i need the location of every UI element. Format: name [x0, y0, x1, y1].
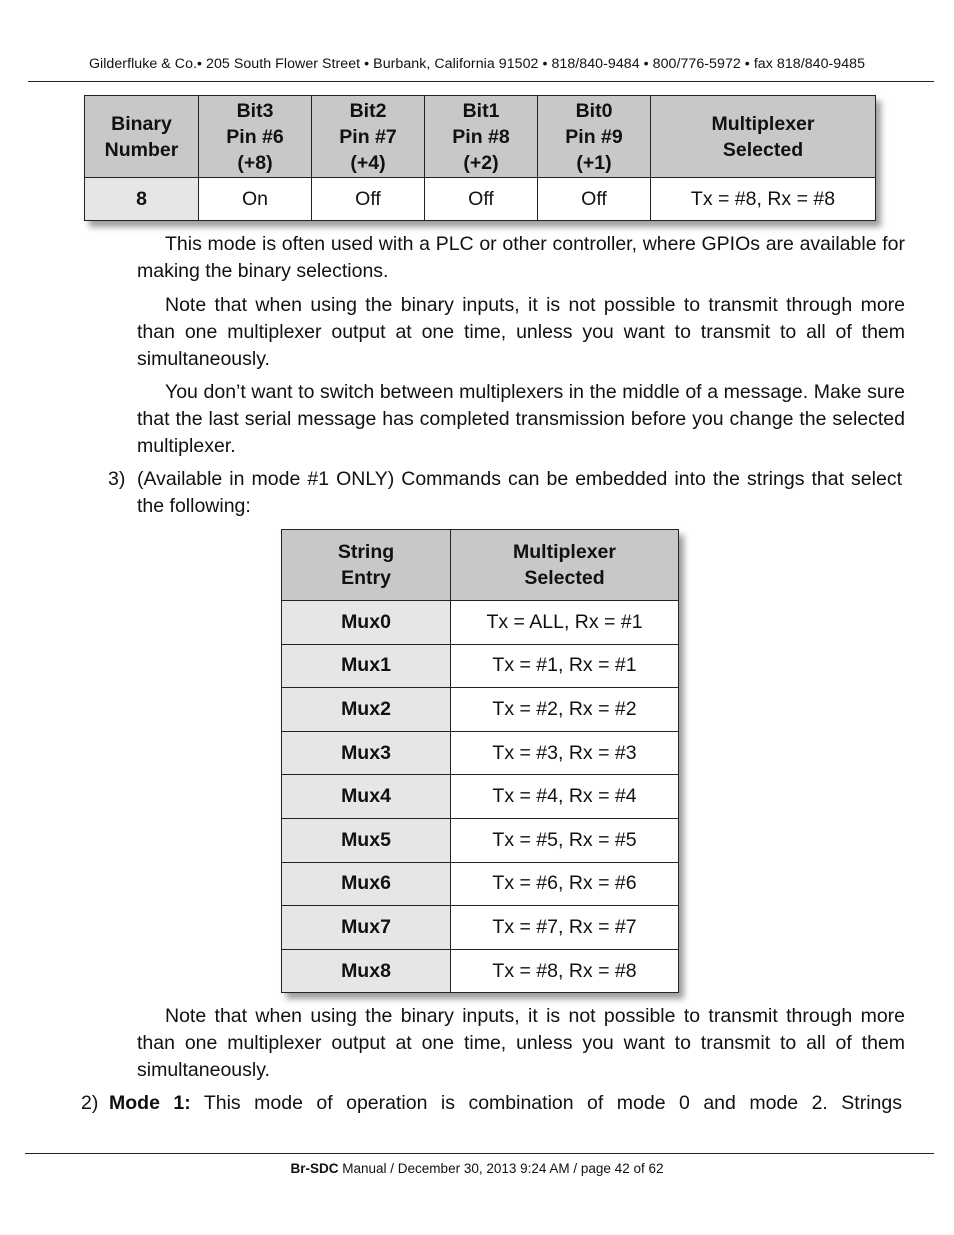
- string-entry-cell: Mux6: [282, 862, 451, 906]
- header-multiplexer-selected: Multiplexer Selected: [451, 530, 679, 601]
- table-header-row: [282, 530, 679, 601]
- string-entry-cell: Mux1: [282, 644, 451, 688]
- header-bit2: Bit2 Pin #7 (+4): [312, 96, 425, 178]
- header-bit3: Bit3 Pin #6 (+8): [199, 96, 312, 178]
- table-row: [282, 688, 679, 732]
- string-entry-table: [281, 529, 679, 993]
- list-item-2-text: [109, 1090, 902, 1117]
- table-row: [282, 949, 679, 993]
- bit3-cell: On: [199, 178, 312, 221]
- table-row: [282, 644, 679, 688]
- multiplexer-cell: Tx = #3, Rx = #3: [451, 731, 679, 775]
- paragraph-plc-mode: This mode is often used with a PLC or other controller, where GPIOs are available for making the binary selections.: [137, 233, 905, 282]
- paragraph-binary-note-2: Note that when using the binary inputs, it is not possible to transmit through more than one multiplexer output at one time, unless you want to transmit to all of them simultaneously.: [137, 1005, 905, 1081]
- bit2-cell: Off: [312, 178, 425, 221]
- string-entry-cell: Mux5: [282, 818, 451, 862]
- multiplexer-cell: Tx = #2, Rx = #2: [451, 688, 679, 732]
- table-row: [282, 775, 679, 819]
- multiplexer-cell: Tx = #7, Rx = #7: [451, 906, 679, 950]
- header-bit1: Bit1 Pin #8 (+2): [425, 96, 538, 178]
- binary-selection-table: [84, 95, 876, 221]
- paragraph-switch-warning: You don’t want to switch between multiplexers in the middle of a message. Make sure that the last serial message has completed transmission before you change the selected multiplexer.: [137, 381, 905, 457]
- table-row: [85, 178, 876, 221]
- string-entry-cell: Mux2: [282, 688, 451, 732]
- footer-rule: [25, 1153, 934, 1154]
- paragraph-binary-note: Note that when using the binary inputs, it is not possible to transmit through more than one multiplexer output at one time, unless you want to transmit to all of them simultaneously.: [137, 294, 905, 370]
- string-entry-cell: Mux8: [282, 949, 451, 993]
- header-multiplexer-selected: Multiplexer Selected: [651, 96, 876, 178]
- multiplexer-cell: Tx = ALL, Rx = #1: [451, 601, 679, 645]
- header-bit0: Bit0 Pin #9 (+1): [538, 96, 651, 178]
- string-entry-cell: Mux0: [282, 601, 451, 645]
- page-footer: [0, 1161, 954, 1176]
- table-row: [282, 862, 679, 906]
- bit1-cell: Off: [425, 178, 538, 221]
- list-number-2: 2): [81, 1092, 99, 1114]
- table-row: [282, 906, 679, 950]
- table-row: [282, 601, 679, 645]
- header-binary-number: Binary Number: [85, 96, 199, 178]
- multiplexer-cell: Tx = #8, Rx = #8: [651, 178, 876, 221]
- binary-number-cell: 8: [85, 178, 199, 221]
- string-entry-cell: Mux7: [282, 906, 451, 950]
- page-header: Gilderfluke & Co.• 205 South Flower Street • Burbank, California 91502 • 818/840-9484 • 800/776-5972 • fax 818/840-9485: [88, 56, 866, 72]
- table-row: [282, 818, 679, 862]
- multiplexer-cell: Tx = #5, Rx = #5: [451, 818, 679, 862]
- mode-description: This mode of operation is combination of mode 0 and mode 2. Strings: [203, 1092, 902, 1114]
- footer-text: Manual / December 30, 2013 9:24 AM / page 42 of 62: [338, 1161, 664, 1176]
- multiplexer-cell: Tx = #4, Rx = #4: [451, 775, 679, 819]
- multiplexer-cell: Tx = #1, Rx = #1: [451, 644, 679, 688]
- list-number-3: 3): [108, 468, 126, 490]
- header-string-entry: String Entry: [282, 530, 451, 601]
- header-rule: [28, 81, 934, 82]
- bit0-cell: Off: [538, 178, 651, 221]
- mode-label: Mode 1:: [109, 1092, 191, 1114]
- table-row: [282, 731, 679, 775]
- footer-product: Br-SDC: [290, 1161, 339, 1176]
- multiplexer-cell: Tx = #8, Rx = #8: [451, 949, 679, 993]
- string-entry-cell: Mux3: [282, 731, 451, 775]
- multiplexer-cell: Tx = #6, Rx = #6: [451, 862, 679, 906]
- list-item-3-text: (Available in mode #1 ONLY) Commands can be embedded into the strings that select the following:: [137, 468, 902, 517]
- table-header-row: [85, 96, 876, 178]
- string-entry-cell: Mux4: [282, 775, 451, 819]
